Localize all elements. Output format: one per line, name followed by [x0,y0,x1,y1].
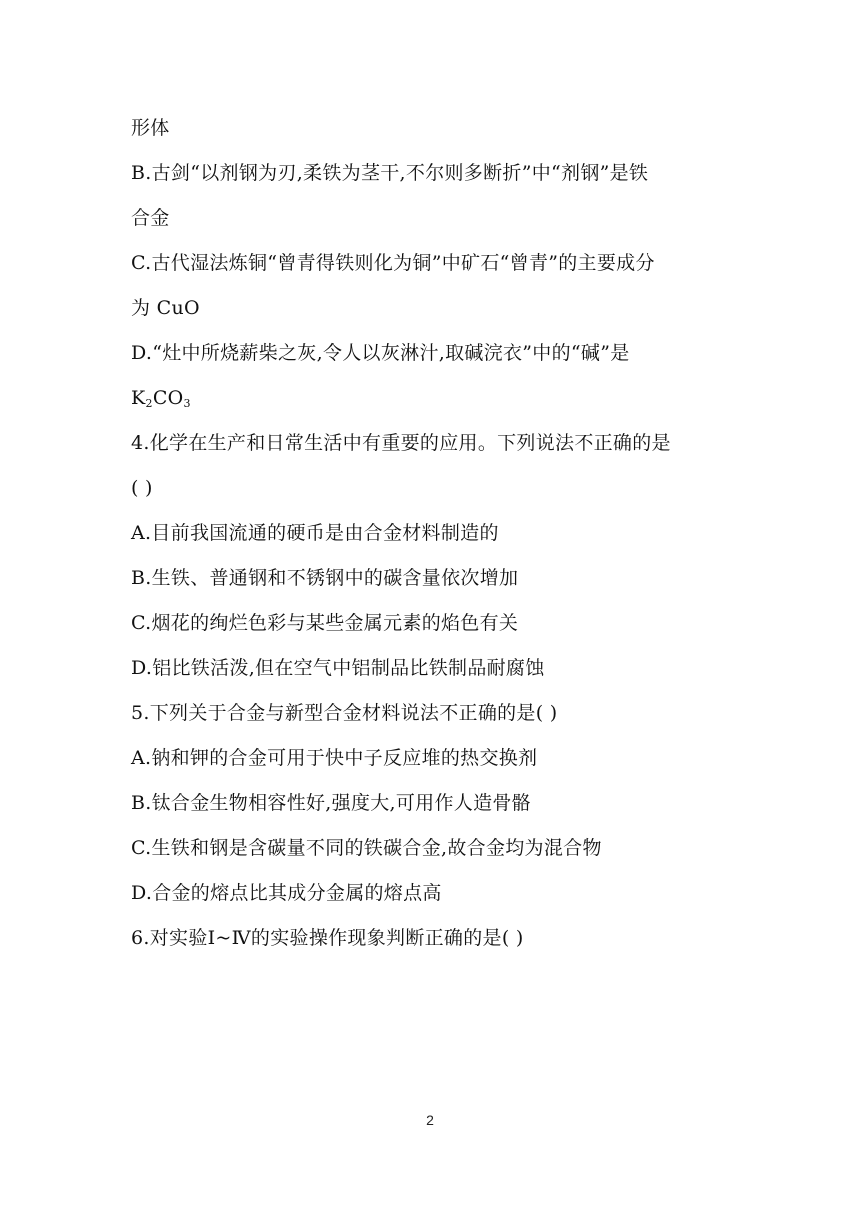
option-a: A.目前我国流通的硬币是由合金材料制造的 [131,522,499,544]
option-b: B.钛合金生物相容性好,强度大,可用作人造骨骼 [131,792,531,814]
option-c: C.生铁和钢是含碳量不同的铁碳合金,故合金均为混合物 [131,837,602,859]
text-line: 为 CuO [131,297,200,319]
option-d: D.合金的熔点比其成分金属的熔点高 [131,882,442,904]
text-line: B.古剑“以剂钢为刃,柔铁为茎干,不尔则多断折”中“剂钢”是铁 [131,162,649,184]
question-6: 6.对实验Ⅰ~Ⅳ的实验操作现象判断正确的是( ) [131,927,524,949]
text-line: C.古代湿法炼铜“曾青得铁则化为铜”中矿石“曾青”的主要成分 [131,252,655,274]
text-line: 合金 [131,207,170,229]
option-c: C.烟花的绚烂色彩与某些金属元素的焰色有关 [131,612,519,634]
chemical-formula: $K_2CO_3$ [131,387,191,410]
text-line: D.“灶中所烧薪柴之灰,令人以灰淋汁,取碱浣衣”中的“碱”是 [131,342,630,364]
text-line: 形体 [131,117,170,139]
option-a: A.钠和钾的合金可用于快中子反应堆的热交换剂 [131,747,538,769]
answer-blank: ( ) [131,477,153,499]
page-number: 2 [426,1112,434,1128]
option-d: D.铝比铁活泼,但在空气中铝制品比铁制品耐腐蚀 [131,657,545,679]
question-4: 4.化学在生产和日常生活中有重要的应用。下列说法不正确的是 [131,432,671,454]
question-5: 5.下列关于合金与新型合金材料说法不正确的是( ) [131,702,558,724]
option-b: B.生铁、普通钢和不锈钢中的碳含量依次增加 [131,567,519,589]
